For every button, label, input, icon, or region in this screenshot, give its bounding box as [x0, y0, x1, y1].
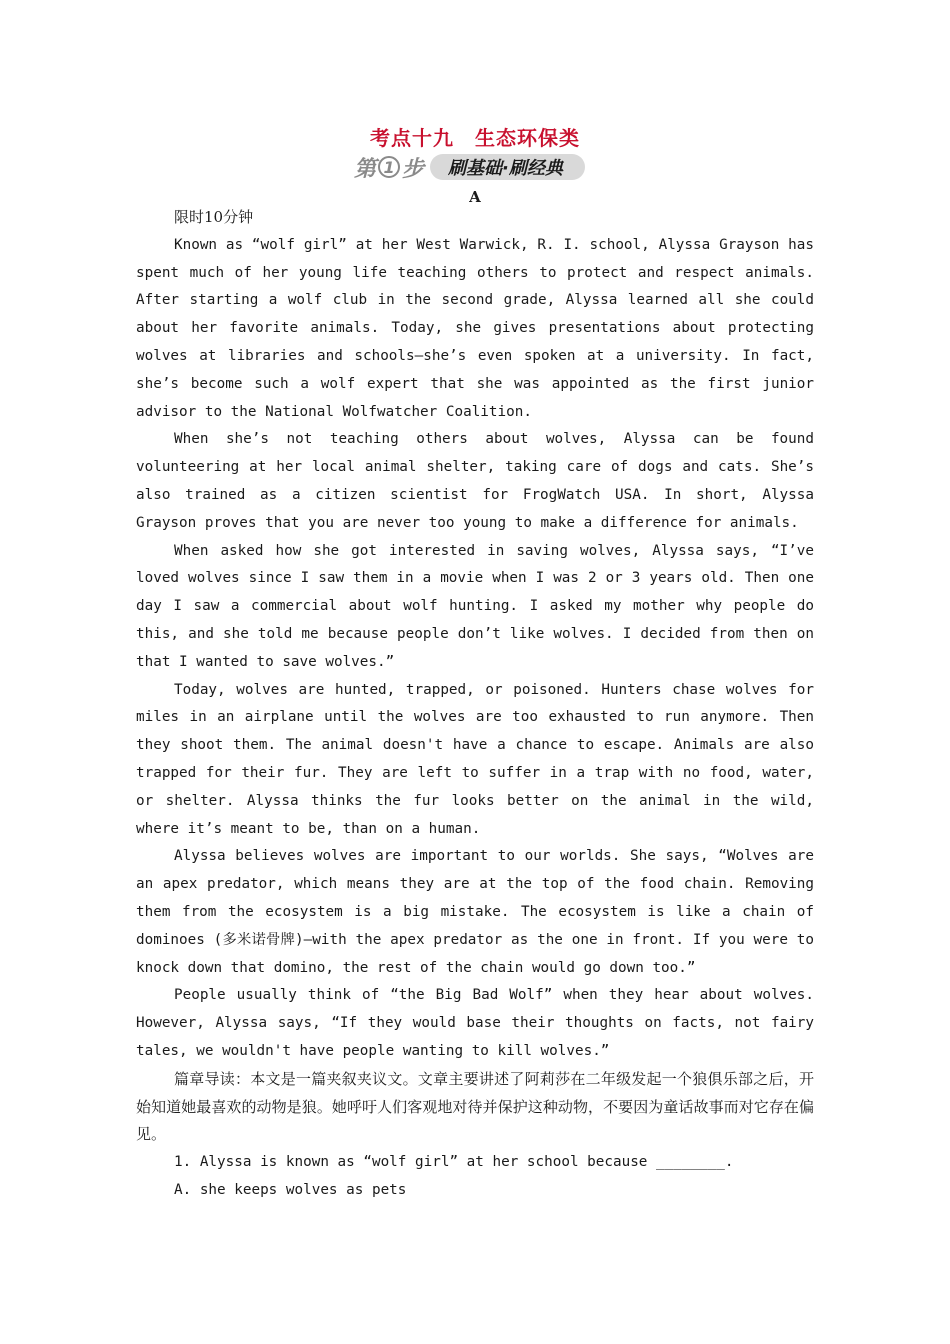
paragraph-5: Alyssa believes wolves are important to our worlds. She says, “Wolves are an apex predator, which means they are at the top of the food chain. Removing them from the ecosystem is a big mistake. The ecosystem is like a chain of dominoes (多米诺骨牌)—with the apex predator as the one in front. If you were to knock down that domino, the rest of the chain would go down too.” — [136, 848, 814, 976]
step-suffix: 步 — [402, 156, 425, 182]
time-limit: 限时10分钟 — [174, 208, 254, 226]
chapter-guide: 篇章导读：本文是一篇夹叙夹议文。文章主要讲述了阿莉莎在二年级发起一个狼俱乐部之后，开始知道她最喜欢的动物是狼。她呼吁人们客观地对待并保护这种动物，不要因为童话故事而对它存在偏见。 — [136, 1069, 814, 1144]
section-letter: A — [469, 188, 481, 206]
passage-content — [136, 204, 814, 1205]
paragraph-6: People usually think of “the Big Bad Wolf” when they hear about wolves. However, Alyssa says, “If they would base their thoughts on facts, not fairy tales, we wouldn't have people wanting to kill wolves.” — [136, 987, 814, 1059]
step-label — [354, 152, 424, 183]
page-title: 考点十九 生态环保类 — [370, 126, 580, 150]
question-1-stem: 1. Alyssa is known as “wolf girl” at her school because ________. — [174, 1154, 734, 1171]
question-1-option-a: A. she keeps wolves as pets — [174, 1181, 407, 1198]
paragraph-1: Known as “wolf girl” at her West Warwick, R. I. school, Alyssa Grayson has spent much of her young life teaching others to protect and respect animals. After starting a wolf club in the second grade, Alyssa learned all she could about her favorite animals. Today, she gives presentations about protecting wolves at libraries and schools—she’s even spoken at a university. In fact, she’s become such a wolf expert that she was appointed as the first junior advisor to the National Wolfwatcher Coalition. — [136, 236, 814, 420]
paragraph-4: Today, wolves are hunted, trapped, or poisoned. Hunters chase wolves for miles in an airplane until the wolves are too exhausted to run anymore. Then they shoot them. The animal doesn't have a chance to escape. Animals are also trapped for their fur. They are left to suffer in a trap with no food, water, or shelter. Alyssa thinks the fur looks better on the animal in the wild, where it’s meant to be, than on a human. — [136, 681, 814, 837]
step-number-circle: 1 — [378, 156, 400, 178]
paragraph-2: When she’s not teaching others about wolves, Alyssa can be found volunteering at her local animal shelter, taking care of dogs and cats. She’s also trained as a citizen scientist for FrogWatch USA. In short, Alyssa Grayson proves that you are never too young to make a difference for animals. — [136, 431, 814, 531]
step-prefix: 第 — [354, 156, 377, 182]
step-pill: 刷基础·刷经典 — [430, 154, 585, 180]
step-banner — [354, 152, 585, 182]
paragraph-3: When asked how she got interested in saving wolves, Alyssa says, “I’ve loved wolves since I saw them in a movie when I was 2 or 3 years old. Then one day I saw a commercial about wolf hunting. I asked my mother why people do this, and she told me because people don’t like wolves. I decided from then on that I wanted to save wolves.” — [136, 542, 814, 670]
